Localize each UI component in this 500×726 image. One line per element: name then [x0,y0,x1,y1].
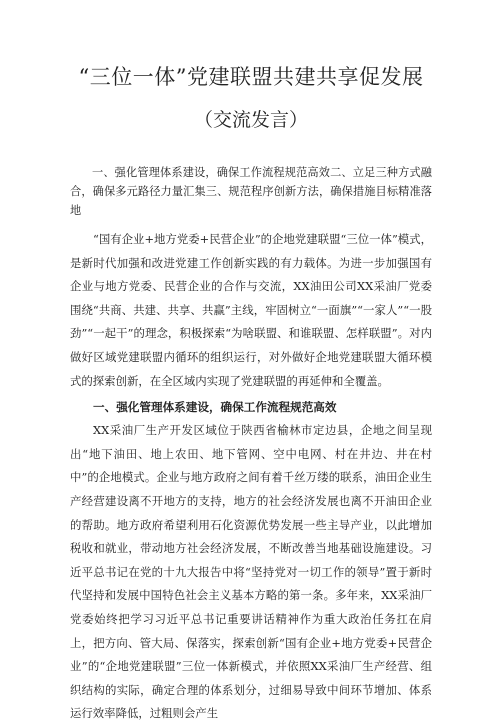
section-1-paragraph: XX采油厂生产开发区域位于陕西省榆林市定边县，企地之间呈现出“地下油田、地上农田、地下管网、空中电网、村在井边、井在村中”的企地模式。企业与地方政府之间有着千丝万缕的联系，油田企业生产经营建设离不开地方的支持，地方的社会经济发展也离不开油田企业的帮助。地方政府希望利用石化资源优势发展一些主导产业，以此增加税收和就业，带动地方社会经济发展，不断改善当地基础设施建设。习近平总书记在党的十九大报告中将“坚持党对一切工作的领导”置于新时代坚持和发展中国特色社会主义基本方略的第一条。多年来，XX采油厂党委始终把学习习近平总书记重要讲话精神作为重大政治任务扛在肩上，把方向、管大局、保落实，探索创新“国有企业+地方党委+民营企业”的“企地党建联盟”三位一体新模式，并依照XX采油厂生产经营、组织结构的实际，确定合理的体系划分，过细易导致中间环节增加、体系运行效率降低，过粗则会产生 [70,423,432,721]
section-heading-1: 一、强化管理体系建设，确保工作流程规范高效 [93,400,337,415]
document-title: “三位一体”党建联盟共建共享促发展 [78,65,424,89]
document-subtitle: （交流发言） [193,109,308,131]
intro-paragraph: “国有企业+地方党委+民营企业”的企地党建联盟“三位一体”模式，是新时代加强和改进党建工作创新实践的有力载体。为进一步加强国有企业与地方党委、民营企业的合作与交流，XX油田公司XX采油厂党委围绕“共商、共建、共享、共赢”主线，牢固树立“一面旗”“一家人”“一股劲”“一起干”的理念，积极探索“为啥联盟、和谁联盟、怎样联盟”。对内做好区域党建联盟内循环的组织运行，对外做好企地党建联盟大循环模式的探索创新，在全区域内实现了党建联盟的再延伸和全覆盖。 [70,232,432,388]
outline-summary: 一、强化管理体系建设，确保工作流程规范高效二、立足三种方式融合，确保多元路径力量汇集三、规范程序创新方法，确保措施目标精准落地 [70,166,432,217]
